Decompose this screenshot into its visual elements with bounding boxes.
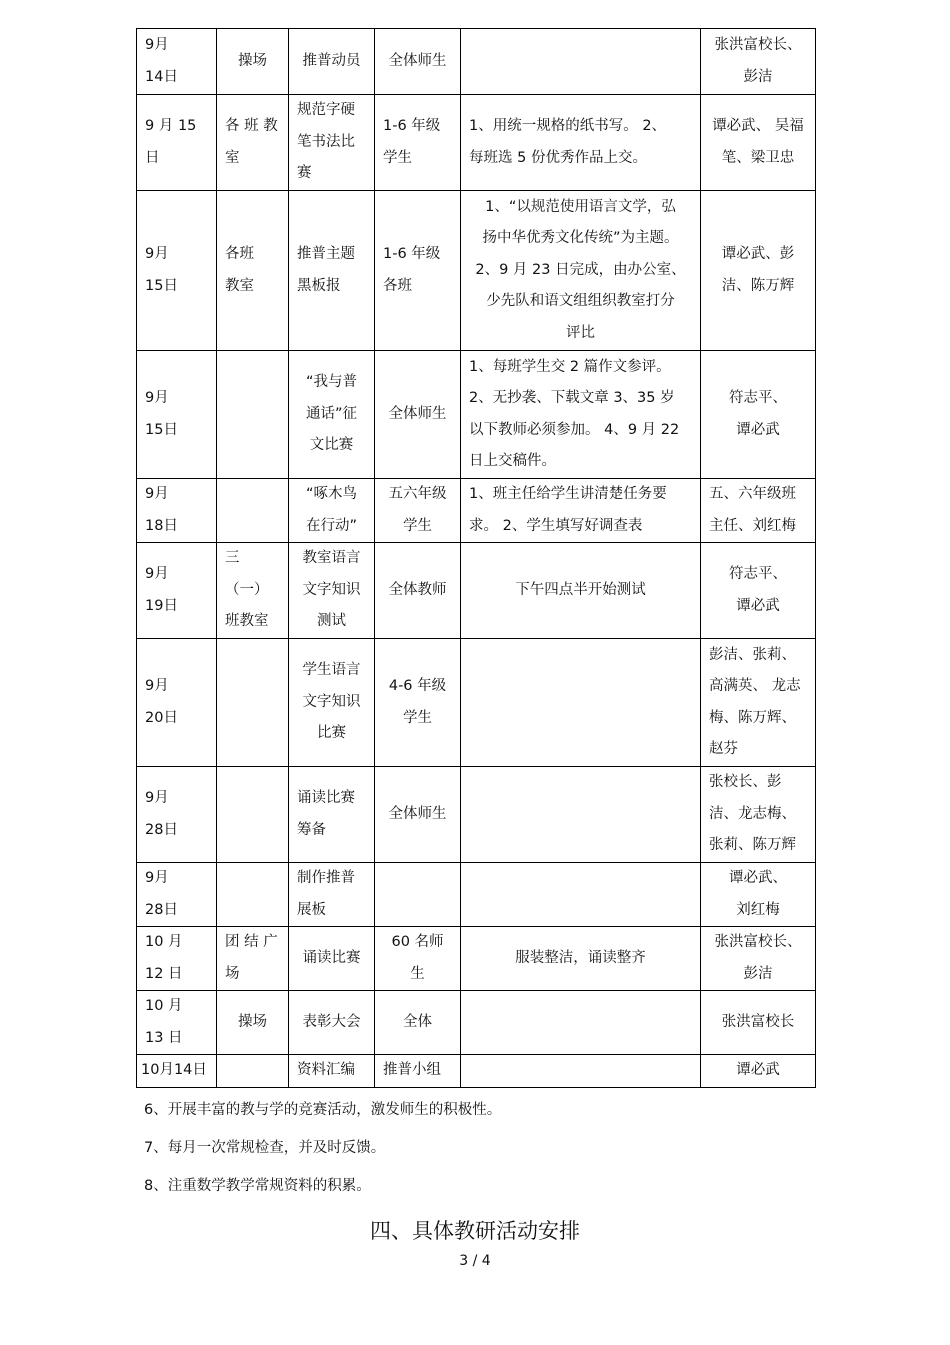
date-cell: 9月 14日	[137, 29, 217, 95]
date-cell: 9 月 15 日	[137, 95, 217, 191]
table-row	[137, 95, 816, 191]
person-cell: 张洪富校长、 彭洁	[701, 29, 816, 95]
requirements-cell	[461, 991, 701, 1055]
date-cell: 9月 18日	[137, 479, 217, 543]
place-cell: 操场	[217, 29, 289, 95]
person-cell: 符志平、 谭必武	[701, 543, 816, 639]
person-cell: 张洪富校长	[701, 991, 816, 1055]
person-cell: 五、六年级班 主任、刘红梅	[701, 479, 816, 543]
participants-cell: 全体师生	[375, 767, 461, 863]
place-cell	[217, 639, 289, 767]
place-cell: 三（一） 班教室	[217, 543, 289, 639]
person-cell: 谭必武	[701, 1055, 816, 1088]
paragraph-item: 8、注重数学教学常规资料的积累。	[144, 1178, 371, 1194]
date-cell: 10 月 12 日	[137, 927, 217, 991]
table-row	[137, 543, 816, 639]
participants-cell: 全体教师	[375, 543, 461, 639]
person-cell: 谭必武、彭 洁、陈万辉	[701, 191, 816, 351]
date-cell: 9月 15日	[137, 191, 217, 351]
requirements-cell: 1、“以规范使用语言文学，弘 扬中华优秀文化传统”为主题。 2、9 月 23 日完成，由办公室、 少先队和语文组组织教室打分 评比	[461, 191, 701, 351]
table-row	[137, 1055, 816, 1088]
activity-cell: 诵读比赛	[289, 927, 375, 991]
table-row	[137, 863, 816, 927]
table-row	[137, 29, 816, 95]
place-cell: 各班 教室	[217, 191, 289, 351]
date-cell: 10 月 13 日	[137, 991, 217, 1055]
requirements-cell: 1、用统一规格的纸书写。 2、 每班选 5 份优秀作品上交。	[461, 95, 701, 191]
date-cell: 9月 15日	[137, 351, 217, 479]
place-cell: 操场	[217, 991, 289, 1055]
page-number: 3 / 4	[459, 1253, 491, 1269]
participants-cell: 1-6 年级 各班	[375, 191, 461, 351]
activity-cell: 教室语言 文字知识 测试	[289, 543, 375, 639]
table-row	[137, 991, 816, 1055]
requirements-cell	[461, 29, 701, 95]
place-cell	[217, 351, 289, 479]
person-cell: 符志平、 谭必武	[701, 351, 816, 479]
participants-cell: 全体师生	[375, 29, 461, 95]
activity-cell: 表彰大会	[289, 991, 375, 1055]
person-cell: 张洪富校长、 彭洁	[701, 927, 816, 991]
activity-cell: 诵读比赛 筹备	[289, 767, 375, 863]
requirements-cell: 1、班主任给学生讲清楚任务要 求。 2、学生填写好调查表	[461, 479, 701, 543]
participants-cell: 1-6 年级 学生	[375, 95, 461, 191]
date-cell: 9月 20日	[137, 639, 217, 767]
place-cell	[217, 1055, 289, 1088]
requirements-cell: 服装整洁，诵读整齐	[461, 927, 701, 991]
place-cell	[217, 863, 289, 927]
place-cell: 团 结 广 场	[217, 927, 289, 991]
participants-cell: 4-6 年级 学生	[375, 639, 461, 767]
date-cell: 9月 28日	[137, 767, 217, 863]
activity-cell: 规范字硬 笔书法比 赛	[289, 95, 375, 191]
requirements-cell	[461, 639, 701, 767]
table-row	[137, 479, 816, 543]
table-row	[137, 767, 816, 863]
table-row	[137, 927, 816, 991]
activity-cell: 学生语言 文字知识 比赛	[289, 639, 375, 767]
activity-schedule-table	[136, 28, 816, 1088]
person-cell: 张校长、彭 洁、龙志梅、 张莉、陈万辉	[701, 767, 816, 863]
requirements-cell	[461, 767, 701, 863]
requirements-cell: 下午四点半开始测试	[461, 543, 701, 639]
participants-cell: 全体	[375, 991, 461, 1055]
person-cell: 彭洁、张莉、 高满英、 龙志 梅、陈万辉、 赵芬	[701, 639, 816, 767]
requirements-cell	[461, 1055, 701, 1088]
participants-cell: 60 名师 生	[375, 927, 461, 991]
table-row	[137, 351, 816, 479]
place-cell	[217, 767, 289, 863]
participants-cell: 推普小组	[375, 1055, 461, 1088]
participants-cell: 五六年级 学生	[375, 479, 461, 543]
activity-cell: 资料汇编	[289, 1055, 375, 1088]
table-row	[137, 191, 816, 351]
requirements-cell: 1、每班学生交 2 篇作文参评。 2、无抄袭、下载文章 3、35 岁 以下教师必须参加。 4、9 月 22 日上交稿件。	[461, 351, 701, 479]
person-cell: 谭必武、 吴福 笔、梁卫忠	[701, 95, 816, 191]
person-cell: 谭必武、 刘红梅	[701, 863, 816, 927]
participants-cell	[375, 863, 461, 927]
activity-cell: “我与普 通话”征 文比赛	[289, 351, 375, 479]
date-cell: 9月 28日	[137, 863, 217, 927]
activity-cell: 推普动员	[289, 29, 375, 95]
place-cell: 各 班 教 室	[217, 95, 289, 191]
date-cell: 9月 19日	[137, 543, 217, 639]
activity-cell: “啄木鸟 在行动”	[289, 479, 375, 543]
paragraph-item: 7、每月一次常规检查，并及时反馈。	[144, 1140, 386, 1156]
table-row	[137, 639, 816, 767]
section-heading: 四、具体教研活动安排	[370, 1219, 580, 1243]
paragraph-item: 6、开展丰富的教与学的竞赛活动，激发师生的积极性。	[144, 1102, 502, 1118]
requirements-cell	[461, 863, 701, 927]
participants-cell: 全体师生	[375, 351, 461, 479]
place-cell	[217, 479, 289, 543]
activity-cell: 推普主题 黑板报	[289, 191, 375, 351]
date-cell: 10月14日	[137, 1055, 217, 1088]
activity-cell: 制作推普 展板	[289, 863, 375, 927]
